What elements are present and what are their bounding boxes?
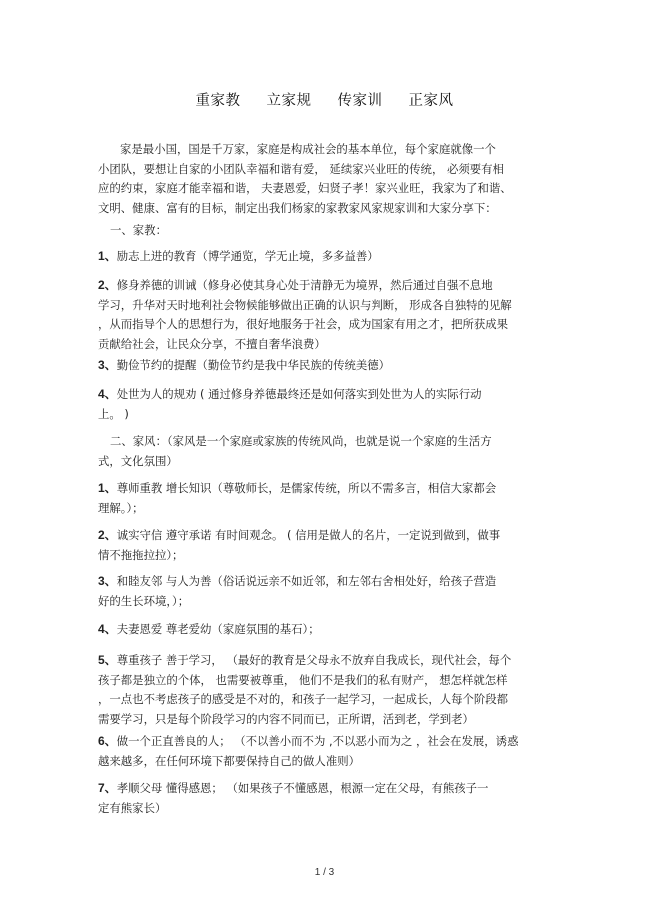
page-number: 1 / 3 <box>314 867 335 878</box>
text-line: 孩子都是独立的个体， 也需要被尊重， 他们不是我们的私有财产， 想怎样就怎样 <box>98 672 508 687</box>
text-line: 上。 ) <box>98 406 129 421</box>
item-number: 4、 <box>98 387 117 401</box>
text-line: 应的约束，家庭才能幸福和谐， 夫妻恩爱，妇贤子孝！家兴业旺，我家为了和谐、 <box>98 181 512 195</box>
text-line: 定有熊家长） <box>98 800 167 815</box>
text-line: 理解。）； <box>98 500 144 515</box>
text-line: 文明、健康、富有的目标，制定出我们杨家的家教家风家规家训和大家分享下： <box>98 200 497 215</box>
text-line: 越来越多，在任何环境下都要保持自己的做人准则） <box>98 753 360 768</box>
text-line: 尊师重教 增长知识（尊敬师长，是儒家传统，所以不需多言，相信大家都会 <box>116 481 497 495</box>
list-item <box>98 651 553 729</box>
item-number: 6、 <box>98 734 117 748</box>
text-line: 学习，升华对天时地利社会物候能够做出正确的认识与判断， 形成各自独特的见解 <box>98 297 512 312</box>
list-item <box>98 356 553 376</box>
item-number: 1、 <box>98 249 117 263</box>
text-line: 和睦友邻 与人为善（俗话说远亲不如近邻，和左邻右舍相处好，给孩子营造 <box>116 574 497 588</box>
text-line: 做一个正直善良的人； （不以善小而不为 ,不以恶小而为之 ，社会在发展，诱惑 <box>116 734 519 748</box>
text-line: 二、家风：（家风是一个家庭或家族的传统风尚，也就是说一个家庭的生活方 <box>110 434 492 448</box>
item-number: 2、 <box>98 528 117 542</box>
title-part: 重家教 <box>195 93 241 109</box>
item-number: 5、 <box>98 653 117 667</box>
list-item <box>98 572 553 611</box>
text-line: 尊重孩子 善于学习， （最好的教育是父母永不放弃自我成长，现代社会，每个 <box>116 653 512 667</box>
title-part: 正家风 <box>408 93 454 109</box>
text-line: 贡献给社会，让民众分享，不擅自奢华浪费） <box>98 336 326 351</box>
text-line: 处世为人的规劝 ( 通过修身养德最终还是如何落实到处世为人的实际行动 <box>116 387 482 401</box>
item-number: 4、 <box>98 622 117 636</box>
text-line: 诚实守信 遵守承诺 有时间观念。 ( 信用是做人的名片，一定说到做到，做事 <box>116 528 501 542</box>
text-line: 好的生长环境，）； <box>98 593 190 608</box>
item-number: 1、 <box>98 481 117 495</box>
section-heading <box>98 432 553 471</box>
list-item <box>98 247 553 267</box>
text-line: 勤俭节约的提醒（勤俭节约是我中华民族的传统美德） <box>116 358 391 372</box>
list-item <box>98 276 553 354</box>
text-line: 小团队，要想让自家的小团队幸福和谐有爱， 延续家兴业旺的传统， 必须要有相 <box>98 161 504 176</box>
text-line: 式，文化氛围） <box>98 453 178 468</box>
item-number: 3、 <box>98 358 117 372</box>
text-line: ，一点也不考虑孩子的感受是不对的，和孩子一起学习，一起成长，人每个阶段都 <box>98 692 509 706</box>
list-item <box>98 526 553 565</box>
list-item <box>98 732 553 771</box>
text-line: 夫妻恩爱 尊老爱幼（家庭氛围的基石）； <box>116 622 320 636</box>
intro-paragraph <box>98 140 553 218</box>
text-line: 一、家教： <box>110 223 167 237</box>
page-title <box>0 89 649 110</box>
text-line: 家是最小国，国是千万家，家庭是构成社会的基本单位，每个家庭就像一个 <box>120 142 496 156</box>
list-item <box>98 479 553 518</box>
text-line: 修身养德的训诫（修身必使其身心处于清静无为境界，然后通过自强不息地 <box>116 278 493 292</box>
section-heading <box>98 221 553 241</box>
title-part: 传家训 <box>337 93 383 109</box>
text-line: 孝顺父母 懂得感恩； （如果孩子不懂感恩，根源一定在父母，有熊孩子一 <box>116 781 489 795</box>
list-item <box>98 620 553 640</box>
item-number: 7、 <box>98 781 117 795</box>
text-line: ，从而指导个人的思想行为，很好地服务于社会，成为国家有用之才，把所获成果 <box>98 317 509 331</box>
text-line: 需要学习，只是每个阶段学习的内容不同而已，正所谓，活到老，学到老） <box>98 711 474 726</box>
text-line: 励志上进的教育（博学通览，学无止境，多多益善） <box>116 249 379 263</box>
item-number: 2、 <box>98 278 117 292</box>
list-item <box>98 385 553 424</box>
text-line: 情不拖拖拉拉）； <box>98 547 184 562</box>
list-item <box>98 779 553 818</box>
item-number: 3、 <box>98 574 117 588</box>
title-part: 立家规 <box>266 93 312 109</box>
